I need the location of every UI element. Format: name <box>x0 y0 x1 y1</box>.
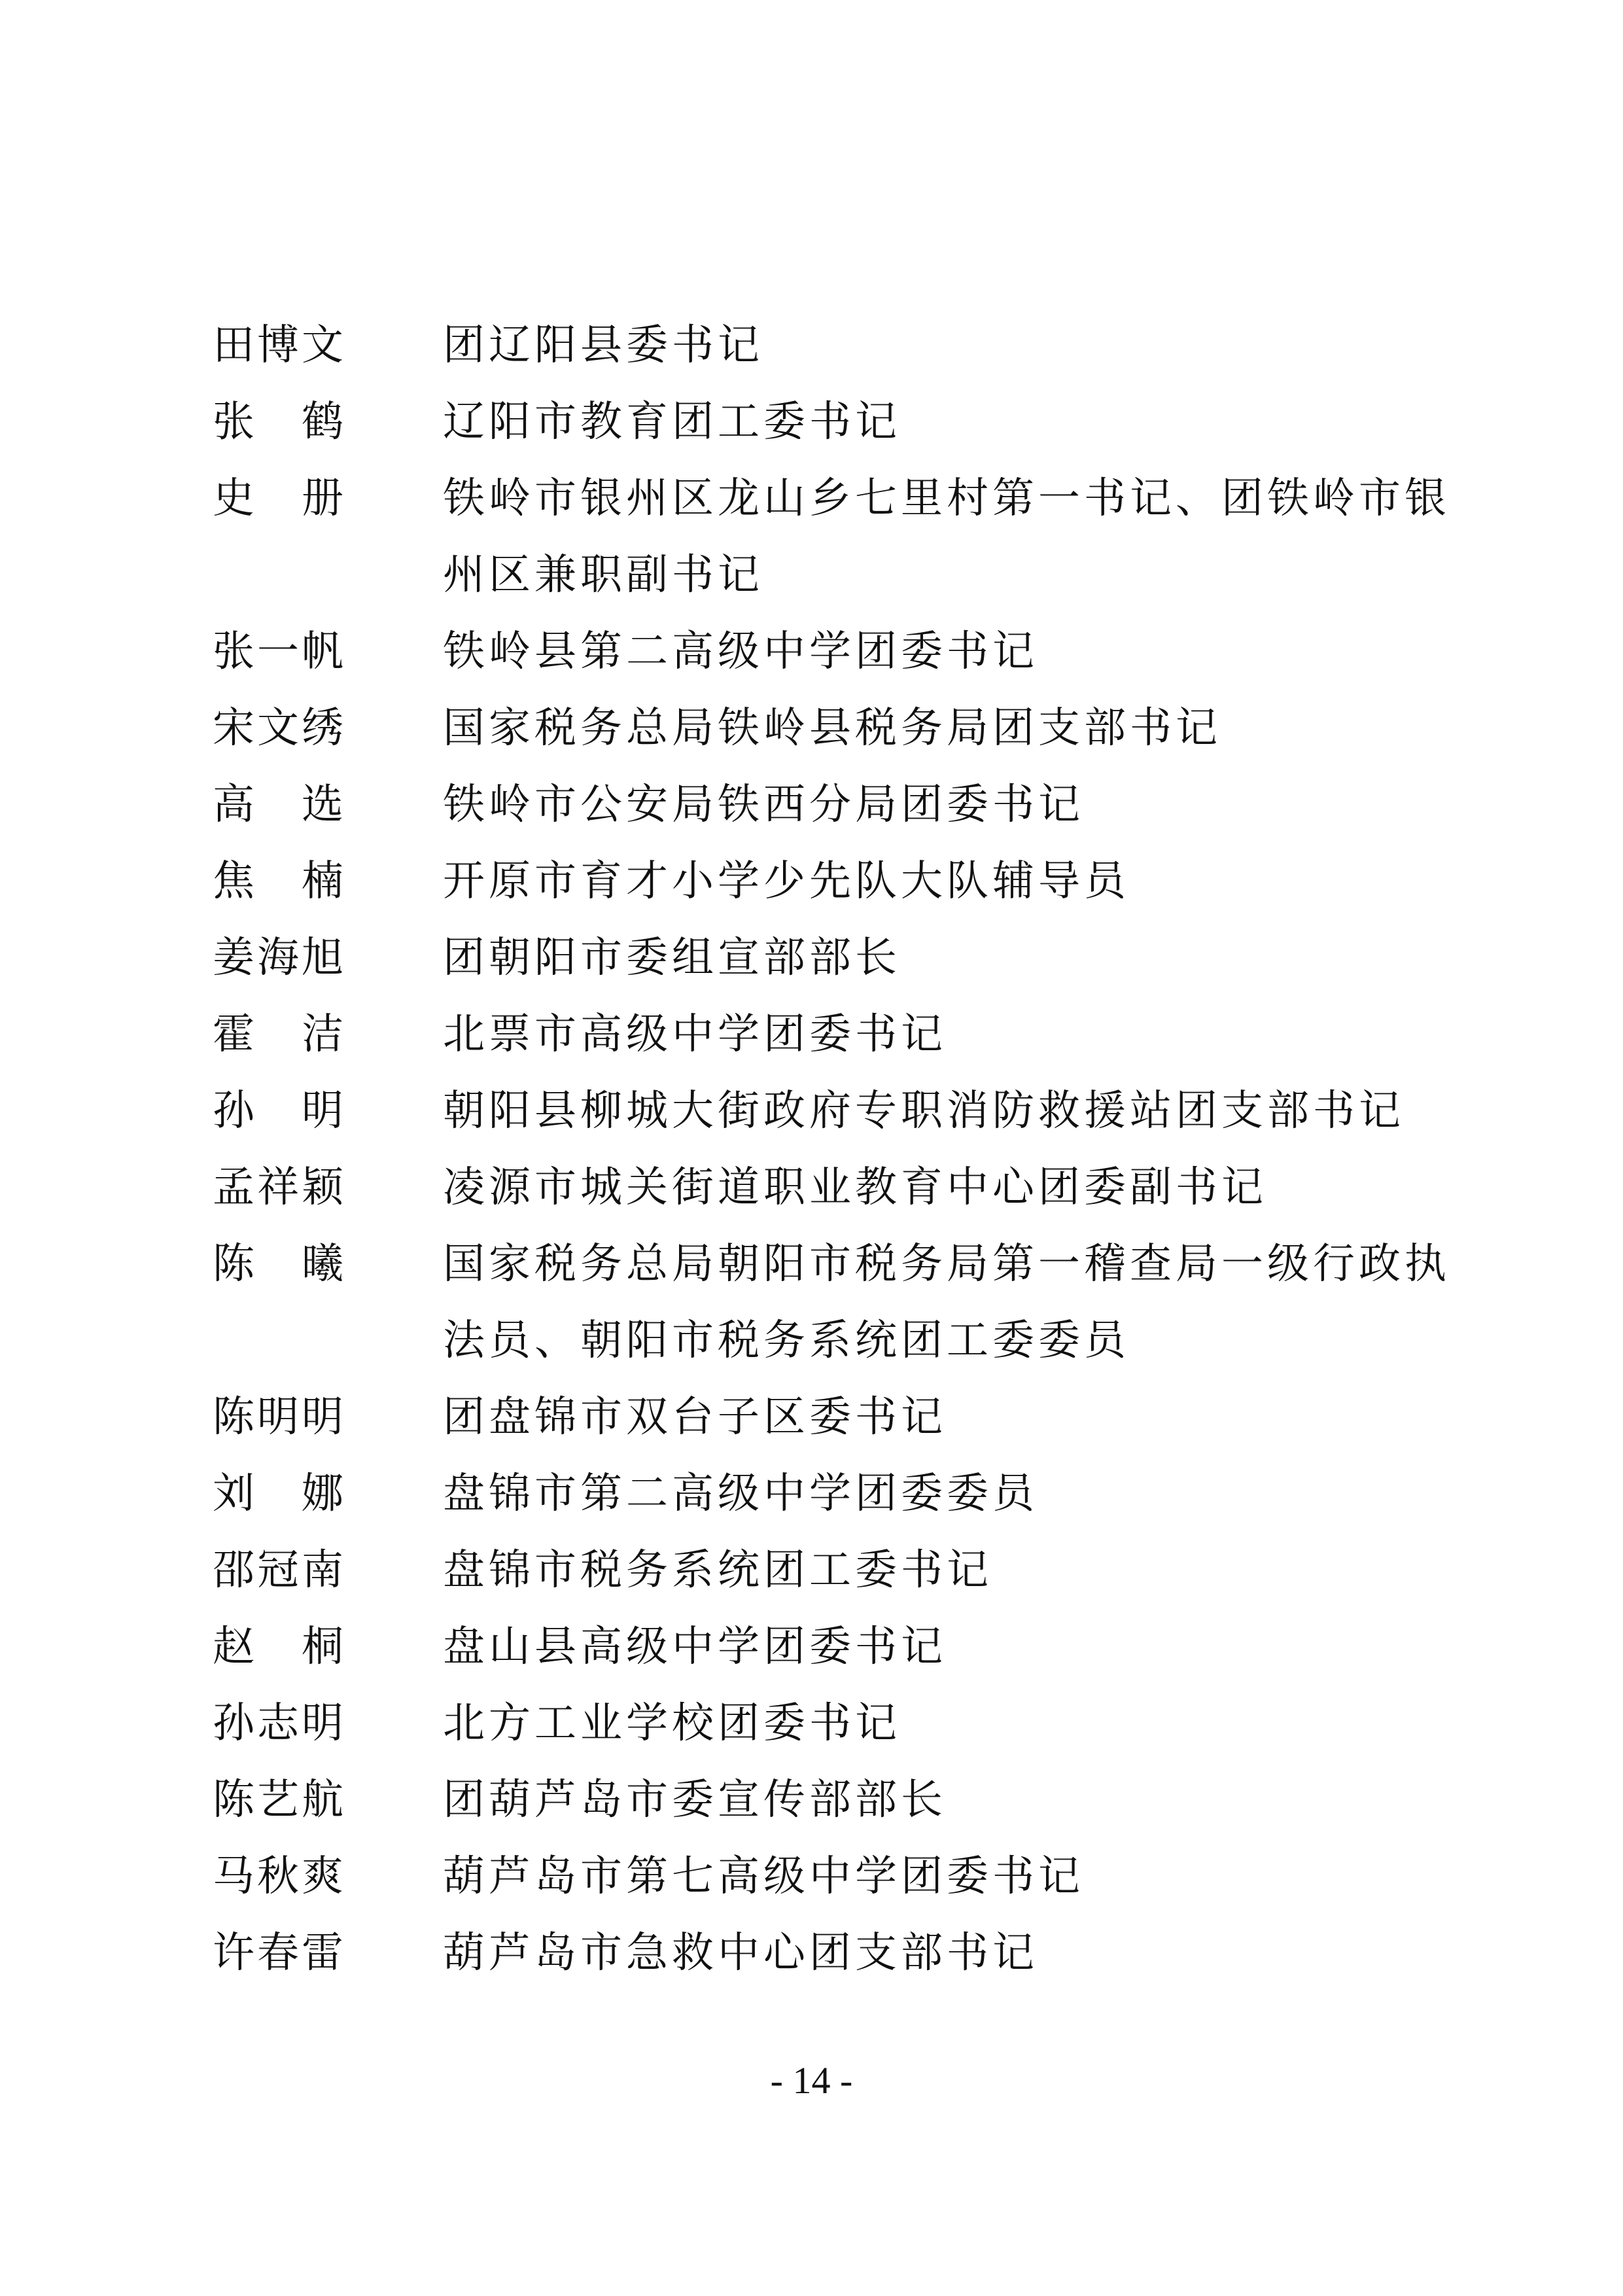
person-name: 赵 桐 <box>213 1623 343 1671</box>
list-item <box>213 843 1429 920</box>
position-title: 盘锦市税务系统团工委书记 <box>443 1546 992 1595</box>
person-name: 史 册 <box>213 474 343 523</box>
position-title: 团葫芦岛市委宣传部部长 <box>443 1776 947 1824</box>
list-item <box>213 614 1429 690</box>
list-item <box>213 1150 1429 1226</box>
list-item <box>213 1762 1429 1839</box>
list-item <box>213 384 1429 461</box>
position-title: 州区兼职副书记 <box>443 551 763 599</box>
list-item <box>213 997 1429 1073</box>
list-item <box>213 767 1429 843</box>
page-number: - 14 - <box>770 2059 853 2102</box>
person-name: 孙 明 <box>213 1087 343 1135</box>
list-item <box>213 920 1429 997</box>
list-item <box>213 1073 1429 1150</box>
list-item <box>213 461 1450 537</box>
person-name: 马 秋 爽 <box>213 1852 343 1901</box>
position-title: 盘山县高级中学团委书记 <box>443 1623 947 1671</box>
list-item-continuation <box>213 537 1429 614</box>
list-item <box>213 308 1429 384</box>
position-title: 北票市高级中学团委书记 <box>443 1010 947 1059</box>
position-title: 团辽阳县委书记 <box>443 321 763 370</box>
position-title: 法员、朝阳市税务系统团工委委员 <box>443 1316 1130 1365</box>
position-title: 国家税务总局朝阳市税务局第一稽查局一级行政执 <box>443 1240 1450 1288</box>
position-title: 朝阳县柳城大街政府专职消防救援站团支部书记 <box>443 1087 1405 1135</box>
person-name: 霍 洁 <box>213 1010 343 1059</box>
position-title: 团朝阳市委组宣部部长 <box>443 934 901 982</box>
position-title: 铁岭市公安局铁西分局团委书记 <box>443 781 1084 829</box>
person-name: 许 春 雷 <box>213 1929 343 1977</box>
person-name: 邵 冠 南 <box>213 1546 343 1595</box>
person-name: 张 一 帆 <box>213 627 343 676</box>
list-item <box>213 1839 1429 1915</box>
position-title: 铁岭市银州区龙山乡七里村第一书记、团铁岭市银 <box>443 474 1450 523</box>
position-title: 开原市育才小学少先队大队辅导员 <box>443 857 1130 906</box>
person-name: 张 鹤 <box>213 398 343 446</box>
position-title: 辽阳市教育团工委书记 <box>443 398 901 446</box>
person-name: 陈 曦 <box>213 1240 343 1288</box>
name-list <box>213 308 1450 1992</box>
list-item <box>213 690 1429 767</box>
list-item-continuation <box>213 1303 1429 1379</box>
position-title: 葫芦岛市急救中心团支部书记 <box>443 1929 1038 1977</box>
person-name: 宋 文 绣 <box>213 704 343 752</box>
position-title: 铁岭县第二高级中学团委书记 <box>443 627 1038 676</box>
person-name: 陈 艺 航 <box>213 1776 343 1824</box>
list-item <box>213 1915 1429 1992</box>
list-item <box>213 1609 1429 1686</box>
person-name: 孟 祥 颖 <box>213 1163 343 1212</box>
position-title: 凌源市城关街道职业教育中心团委副书记 <box>443 1163 1267 1212</box>
list-item <box>213 1226 1450 1303</box>
position-title: 团盘锦市双台子区委书记 <box>443 1393 947 1441</box>
person-name: 高 选 <box>213 781 343 829</box>
person-name: 姜 海 旭 <box>213 934 343 982</box>
person-name: 田 博 文 <box>213 321 343 370</box>
list-item <box>213 1686 1429 1762</box>
position-title: 北方工业学校团委书记 <box>443 1699 901 1748</box>
person-name: 孙 志 明 <box>213 1699 343 1748</box>
person-name: 刘 娜 <box>213 1470 343 1518</box>
position-title: 盘锦市第二高级中学团委委员 <box>443 1470 1038 1518</box>
list-item <box>213 1532 1429 1609</box>
list-item <box>213 1379 1429 1456</box>
person-name: 焦 楠 <box>213 857 343 906</box>
list-item <box>213 1456 1429 1532</box>
person-name: 陈 明 明 <box>213 1393 343 1441</box>
position-title: 国家税务总局铁岭县税务局团支部书记 <box>443 704 1221 752</box>
position-title: 葫芦岛市第七高级中学团委书记 <box>443 1852 1084 1901</box>
